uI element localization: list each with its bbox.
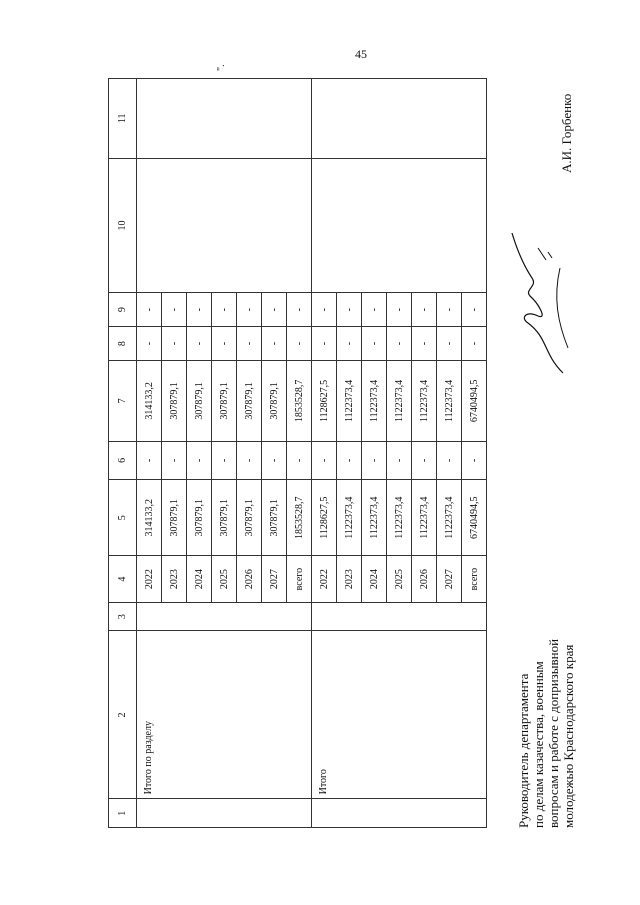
regional-amount-cell: 1122373,4 (412, 361, 437, 442)
signatory-title-line: по делам казачества, военным (531, 661, 546, 828)
other-amount-cell: - (212, 293, 237, 327)
row-label-cell: Итого (312, 631, 487, 799)
signatory-title (516, 639, 576, 828)
total-amount-cell: 307879,1 (187, 480, 212, 556)
total-amount-cell: 307879,1 (162, 480, 187, 556)
regional-amount-cell: 1853528,7 (287, 361, 312, 442)
signatory-title-line: молодежью Краснодарского края (561, 644, 576, 828)
signatory-title-line: вопросам и работе с допризывной (546, 638, 561, 828)
regional-amount-cell: 314133,2 (137, 361, 162, 442)
header-cell: 9 (109, 293, 137, 327)
other-amount-cell: - (362, 293, 387, 327)
budget-table (108, 78, 487, 828)
year-cell: 2023 (337, 556, 362, 603)
row-label-cell: Итого по разделу (137, 631, 312, 799)
local-amount-cell: - (337, 327, 362, 361)
total-amount-cell: 307879,1 (237, 480, 262, 556)
other-amount-cell: - (412, 293, 437, 327)
local-amount-cell: - (462, 327, 487, 361)
total-amount-cell: 307879,1 (262, 480, 287, 556)
regional-amount-cell: 1122373,4 (437, 361, 462, 442)
year-cell: 2023 (162, 556, 187, 603)
blank-cell (312, 602, 487, 631)
total-amount-cell: 1122373,4 (387, 480, 412, 556)
blank-cell (312, 158, 487, 293)
other-amount-cell: - (287, 293, 312, 327)
total-amount-cell: 1122373,4 (412, 480, 437, 556)
other-amount-cell: - (137, 293, 162, 327)
federal-amount-cell: - (312, 441, 337, 479)
federal-amount-cell: - (187, 441, 212, 479)
federal-amount-cell: - (462, 441, 487, 479)
year-cell: 2026 (237, 556, 262, 603)
local-amount-cell: - (262, 327, 287, 361)
other-amount-cell: - (162, 293, 187, 327)
signatory-name: А.И. Горбенко (559, 93, 574, 173)
other-amount-cell: - (387, 293, 412, 327)
header-cell: 10 (109, 158, 137, 293)
header-cell: 6 (109, 441, 137, 479)
header-cell: 4 (109, 556, 137, 603)
federal-amount-cell: - (262, 441, 287, 479)
federal-amount-cell: - (337, 441, 362, 479)
closing-quote: ". (216, 64, 227, 71)
regional-amount-cell: 307879,1 (262, 361, 287, 442)
federal-amount-cell: - (287, 441, 312, 479)
total-amount-cell: 6740494,5 (462, 480, 487, 556)
year-cell: всего (287, 556, 312, 603)
header-cell: 8 (109, 327, 137, 361)
year-cell: всего (462, 556, 487, 603)
local-amount-cell: - (312, 327, 337, 361)
header-cell: 11 (109, 79, 137, 159)
regional-amount-cell: 307879,1 (212, 361, 237, 442)
year-cell: 2024 (187, 556, 212, 603)
regional-amount-cell: 1122373,4 (337, 361, 362, 442)
other-amount-cell: - (237, 293, 262, 327)
other-amount-cell: - (462, 293, 487, 327)
total-amount-cell: 1122373,4 (437, 480, 462, 556)
local-amount-cell: - (162, 327, 187, 361)
local-amount-cell: - (387, 327, 412, 361)
year-cell: 2025 (387, 556, 412, 603)
header-cell: 7 (109, 361, 137, 442)
other-amount-cell: - (312, 293, 337, 327)
header-cell: 1 (109, 799, 137, 828)
federal-amount-cell: - (412, 441, 437, 479)
total-amount-cell: 1853528,7 (287, 480, 312, 556)
local-amount-cell: - (237, 327, 262, 361)
federal-amount-cell: - (137, 441, 162, 479)
other-amount-cell: - (262, 293, 287, 327)
year-cell: 2024 (362, 556, 387, 603)
local-amount-cell: - (437, 327, 462, 361)
header-cell: 5 (109, 480, 137, 556)
local-amount-cell: - (287, 327, 312, 361)
year-cell: 2026 (412, 556, 437, 603)
blank-cell (137, 602, 312, 631)
federal-amount-cell: - (212, 441, 237, 479)
table-header-row (109, 79, 137, 828)
other-amount-cell: - (337, 293, 362, 327)
blank-cell (137, 158, 312, 293)
federal-amount-cell: - (437, 441, 462, 479)
blank-cell (137, 79, 312, 159)
handwritten-signature (508, 228, 578, 378)
year-cell: 2022 (312, 556, 337, 603)
other-amount-cell: - (437, 293, 462, 327)
row-number-cell (137, 799, 312, 828)
total-amount-cell: 1128627,5 (312, 480, 337, 556)
federal-amount-cell: - (362, 441, 387, 479)
regional-amount-cell: 1122373,4 (387, 361, 412, 442)
year-cell: 2027 (437, 556, 462, 603)
local-amount-cell: - (187, 327, 212, 361)
federal-amount-cell: - (237, 441, 262, 479)
total-amount-cell: 307879,1 (212, 480, 237, 556)
blank-cell (312, 79, 487, 159)
regional-amount-cell: 1122373,4 (362, 361, 387, 442)
row-number-cell (312, 799, 487, 828)
rotated-page-content (108, 64, 576, 828)
header-cell: 2 (109, 631, 137, 799)
local-amount-cell: - (212, 327, 237, 361)
page-number: 45 (355, 47, 367, 61)
regional-amount-cell: 1128627,5 (312, 361, 337, 442)
local-amount-cell: - (137, 327, 162, 361)
federal-amount-cell: - (387, 441, 412, 479)
year-cell: 2022 (137, 556, 162, 603)
year-cell: 2027 (262, 556, 287, 603)
header-cell: 3 (109, 602, 137, 631)
signatory-title-line: Руководитель департамента (516, 673, 531, 828)
federal-amount-cell: - (162, 441, 187, 479)
regional-amount-cell: 6740494,5 (462, 361, 487, 442)
year-cell: 2025 (212, 556, 237, 603)
grand-total-row (312, 79, 337, 828)
other-amount-cell: - (187, 293, 212, 327)
total-amount-cell: 1122373,4 (337, 480, 362, 556)
regional-amount-cell: 307879,1 (237, 361, 262, 442)
regional-amount-cell: 307879,1 (187, 361, 212, 442)
local-amount-cell: - (412, 327, 437, 361)
section-total-row (137, 79, 162, 828)
regional-amount-cell: 307879,1 (162, 361, 187, 442)
local-amount-cell: - (362, 327, 387, 361)
total-amount-cell: 314133,2 (137, 480, 162, 556)
total-amount-cell: 1122373,4 (362, 480, 387, 556)
